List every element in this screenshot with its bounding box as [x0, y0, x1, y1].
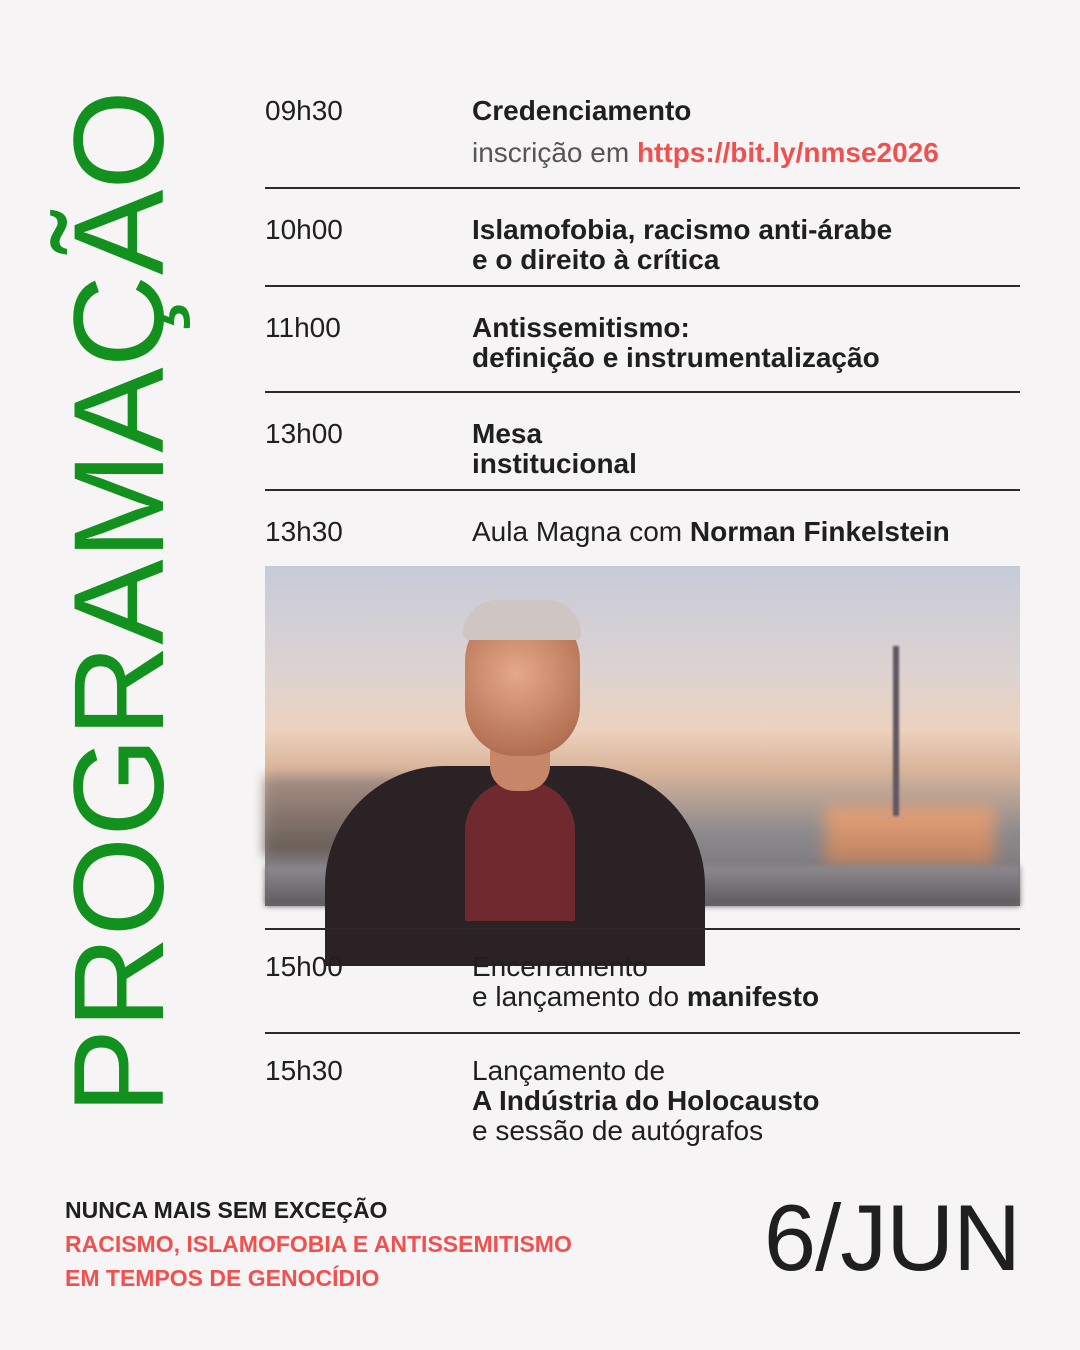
- schedule-list-continued: [265, 928, 1020, 1154]
- schedule-row: [265, 393, 1020, 491]
- schedule-time: 11h00: [265, 312, 341, 343]
- page-title-text: PROGRAMAÇÃO: [48, 90, 191, 1115]
- schedule-title: Credenciamento: [472, 95, 692, 126]
- schedule-list: [265, 86, 1020, 551]
- schedule-row: [265, 928, 1020, 1034]
- schedule-desc: [472, 86, 1020, 187]
- schedule-desc: [472, 942, 1020, 1032]
- book-title: A Indústria do Holocausto: [472, 1085, 820, 1116]
- speaker-photo: [265, 566, 1020, 906]
- schedule-time: 10h00: [265, 214, 343, 245]
- tagline-line3: EM TEMPOS DE GENOCÍDIO: [65, 1265, 380, 1291]
- tagline-line2: RACISMO, ISLAMOFOBIA E ANTISSEMITISMO: [65, 1231, 572, 1257]
- schedule-desc: [472, 409, 1020, 489]
- tagline-line1: NUNCA MAIS SEM EXCEÇÃO: [65, 1197, 388, 1223]
- schedule-line2-bold: manifesto: [686, 981, 820, 1012]
- registration-line: [472, 138, 1020, 168]
- schedule-title-line2: e o direito à crítica: [472, 244, 720, 275]
- schedule-desc: [472, 205, 1020, 285]
- registration-link[interactable]: https://bit.ly/nmse2026: [636, 137, 939, 168]
- photo-background-pier: [825, 806, 995, 866]
- schedule-line2-prefix: e lançamento do: [472, 981, 687, 1012]
- event-date: 6/JUN: [763, 1185, 1020, 1290]
- schedule-title-line2: institucional: [472, 448, 637, 479]
- page-title: [48, 90, 191, 1140]
- schedule-title-line1: Mesa: [472, 418, 543, 449]
- schedule-row: [265, 86, 1020, 189]
- schedule-line1: Lançamento de: [472, 1055, 666, 1086]
- schedule-desc: [472, 303, 1020, 391]
- schedule-line3: e sessão de autógrafos: [472, 1115, 764, 1146]
- schedule-title-line1: Antissemitismo:: [472, 312, 690, 343]
- schedule-title-line1: Islamofobia, racismo anti-árabe: [472, 214, 893, 245]
- schedule-row: [265, 189, 1020, 287]
- photo-person-hair: [463, 600, 581, 640]
- schedule-time: 13h30: [265, 516, 343, 547]
- schedule-desc: [472, 507, 1020, 551]
- lecture-prefix: Aula Magna com: [472, 516, 690, 547]
- photo-lamp-post: [893, 646, 899, 816]
- schedule-time: 15h30: [265, 1055, 343, 1086]
- schedule-time: 15h00: [265, 951, 343, 982]
- schedule-desc: [472, 1046, 1020, 1154]
- schedule-time: 13h00: [265, 418, 343, 449]
- schedule-line1: Encerramento: [472, 951, 648, 982]
- schedule-row: [265, 491, 1020, 551]
- schedule-row: [265, 1034, 1020, 1154]
- registration-prefix: inscrição em: [472, 137, 637, 168]
- photo-person-shirt: [465, 781, 575, 921]
- schedule-row: [265, 287, 1020, 393]
- speaker-name: Norman Finkelstein: [689, 516, 950, 547]
- event-tagline: [65, 1193, 572, 1295]
- schedule-title-line2: definição e instrumentalização: [472, 342, 880, 373]
- schedule-time: 09h30: [265, 95, 343, 126]
